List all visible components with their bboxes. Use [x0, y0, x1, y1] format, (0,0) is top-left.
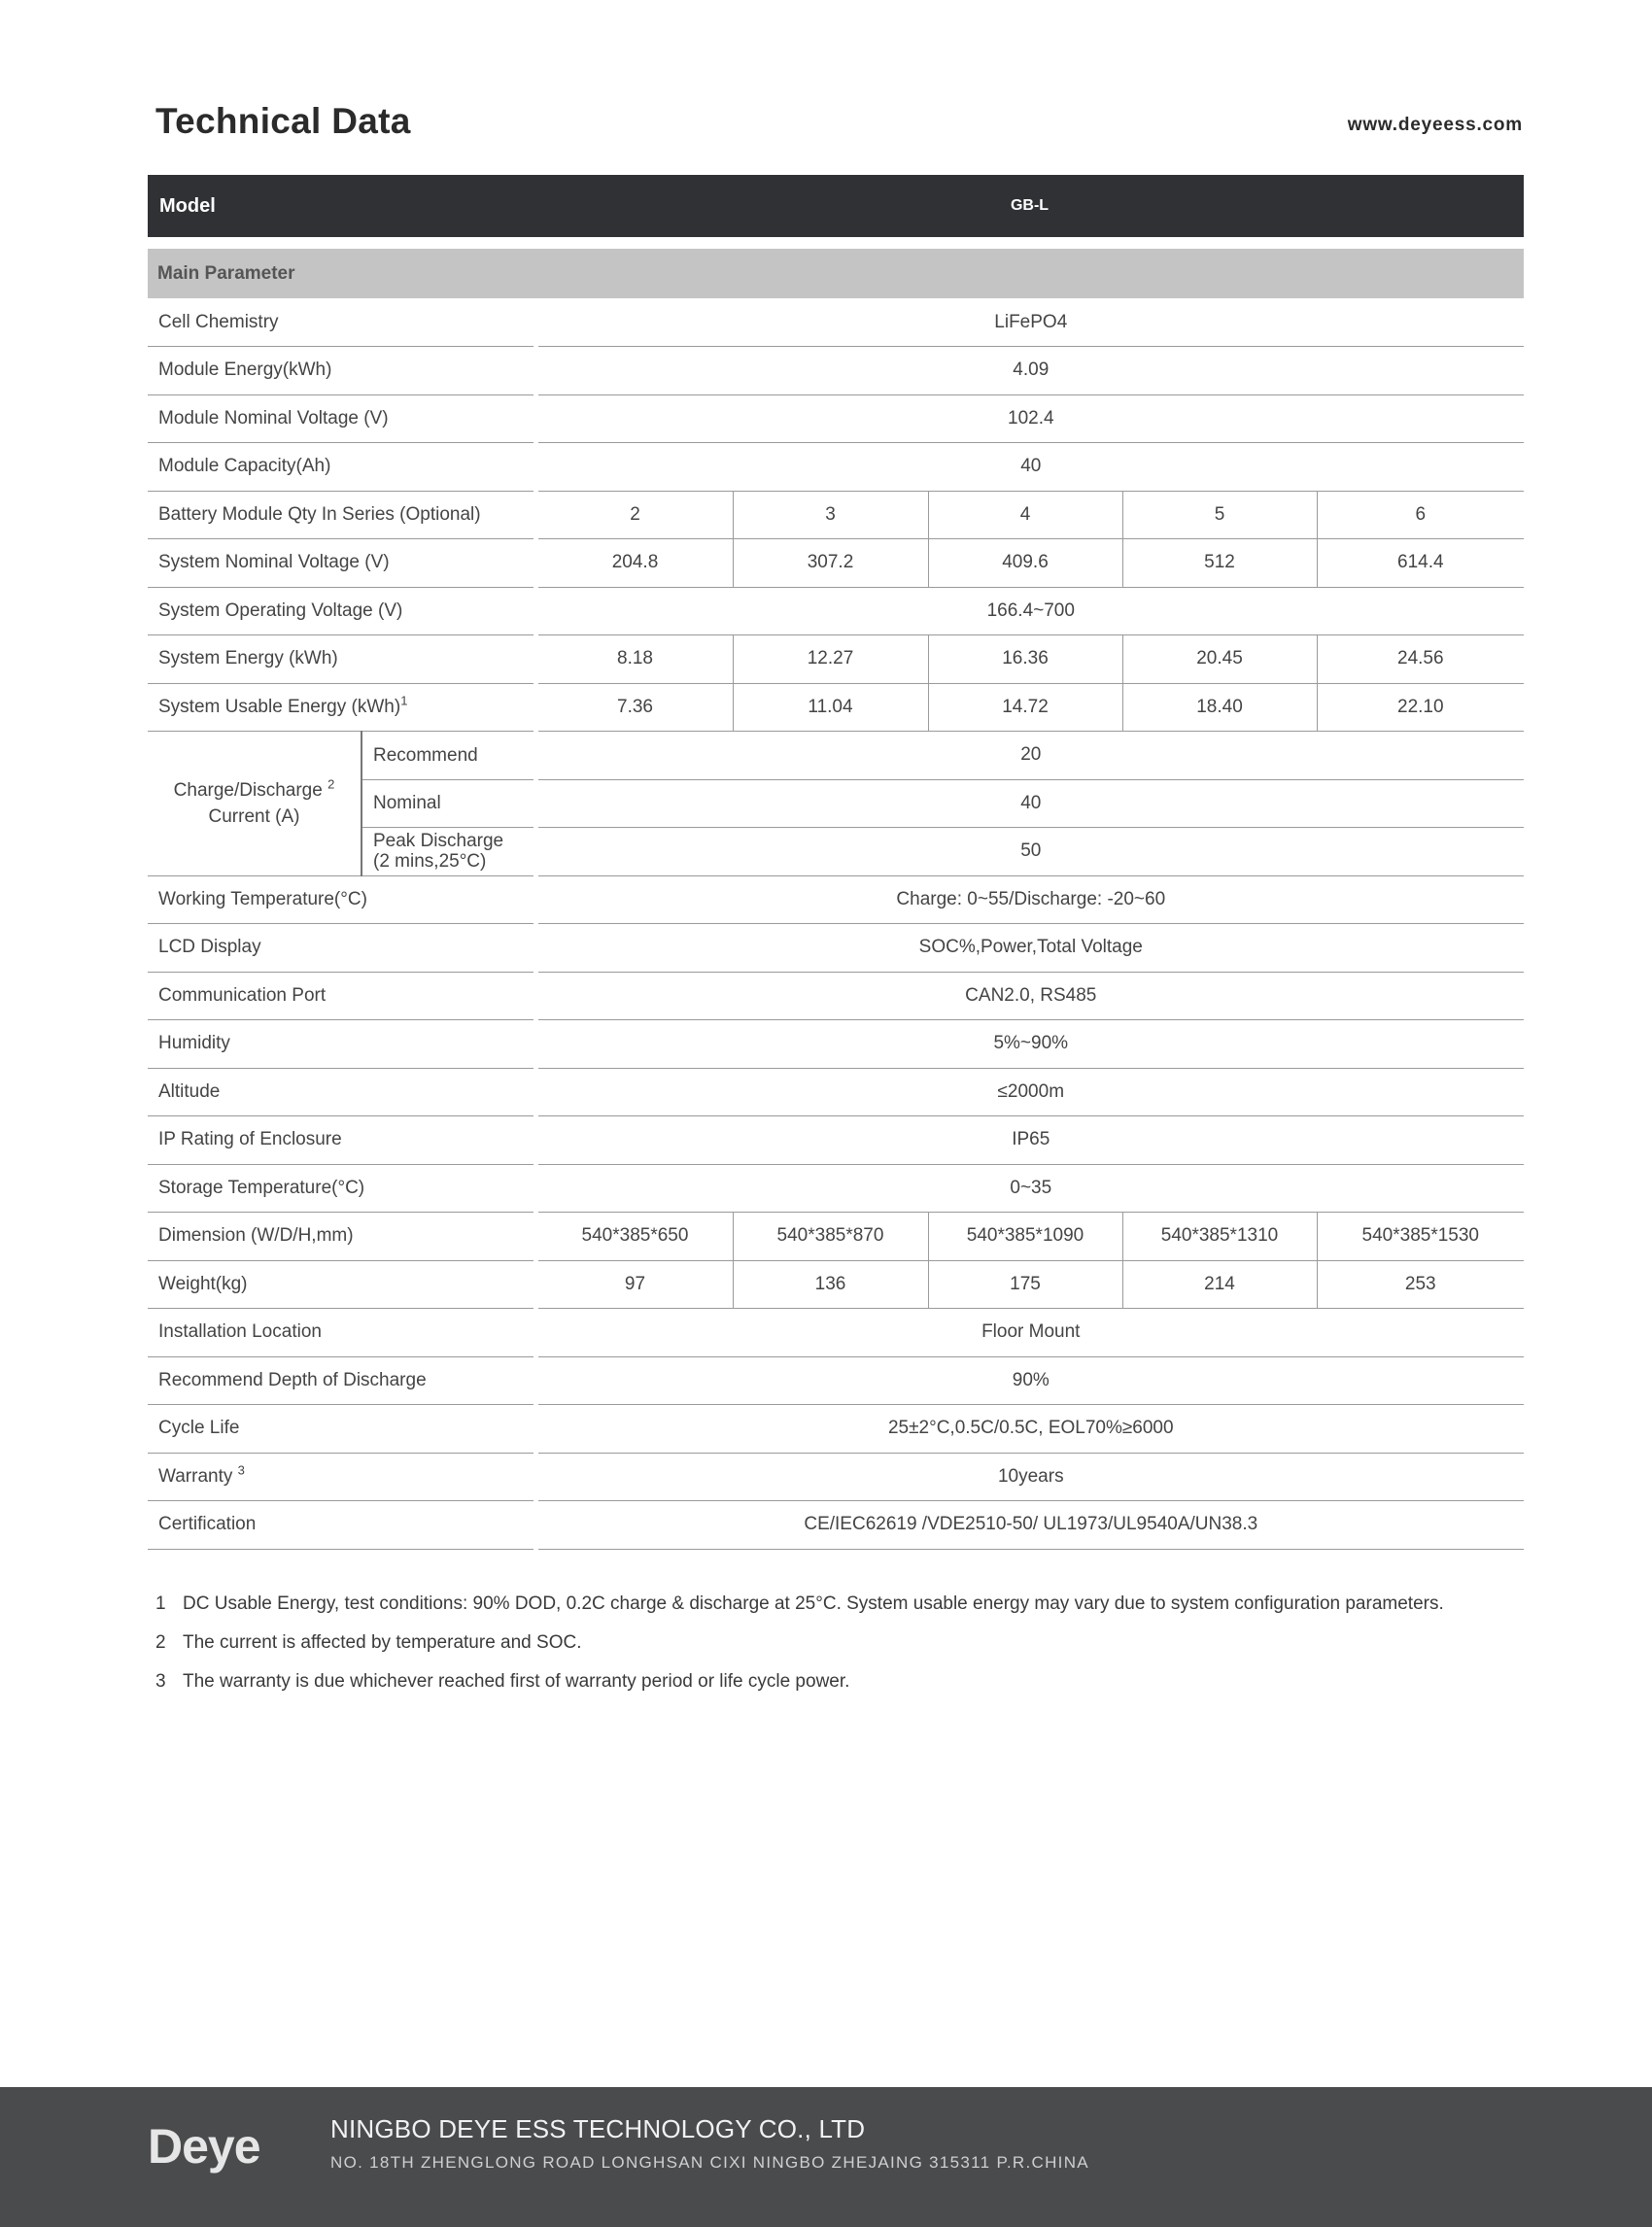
row-value: 25±2°C,0.5C/0.5C, EOL70%≥6000	[535, 1405, 1524, 1454]
row-label-text: Warranty	[158, 1465, 233, 1487]
row-system-energy	[148, 635, 1524, 684]
row-label: Cell Chemistry	[148, 298, 535, 347]
row-value: 40	[535, 443, 1524, 492]
row-operating-voltage	[148, 587, 1524, 635]
footnote-text: The current is affected by temperature and SOC.	[183, 1632, 582, 1653]
row-value: 18.40	[1122, 683, 1317, 732]
row-value: 409.6	[928, 539, 1122, 588]
row-value: 90%	[535, 1356, 1524, 1405]
row-value: 97	[535, 1260, 733, 1309]
row-weight	[148, 1260, 1524, 1309]
row-label: LCD Display	[148, 924, 535, 973]
website-url: www.deyeess.com	[1347, 115, 1523, 135]
model-value: GB-L	[535, 175, 1524, 237]
row-label: System Nominal Voltage (V)	[148, 539, 535, 588]
footnote-marker: 3	[237, 1462, 245, 1478]
row-value: 22.10	[1317, 683, 1524, 732]
footnote-number: 2	[155, 1632, 166, 1653]
row-value: IP65	[535, 1116, 1524, 1165]
row-qty-series	[148, 491, 1524, 539]
row-label: Certification	[148, 1501, 535, 1550]
row-value: 8.18	[535, 635, 733, 684]
row-value: 7.36	[535, 683, 733, 732]
footnote-number: 3	[155, 1671, 166, 1692]
row-value: 5%~90%	[535, 1020, 1524, 1069]
row-value: CE/IEC62619 /VDE2510-50/ UL1973/UL9540A/UN38.3	[535, 1501, 1524, 1550]
row-value: 102.4	[535, 394, 1524, 443]
sub-label: Nominal	[361, 779, 535, 828]
row-value: 14.72	[928, 683, 1122, 732]
footnote-text: DC Usable Energy, test conditions: 90% DOD, 0.2C charge & discharge at 25°C. System usable energy may vary due to system configuration parameters.	[183, 1593, 1444, 1614]
peak-label-line1: Peak Discharge	[373, 831, 504, 852]
current-label-line1: Charge/Discharge	[173, 779, 323, 801]
row-value: 4	[928, 491, 1122, 539]
section-main-parameter	[148, 249, 1524, 298]
row-value: 512	[1122, 539, 1317, 588]
row-value: 136	[733, 1260, 928, 1309]
row-value: Floor Mount	[535, 1309, 1524, 1357]
row-label: Battery Module Qty In Series (Optional)	[148, 491, 535, 539]
row-module-capacity	[148, 443, 1524, 492]
row-label: IP Rating of Enclosure	[148, 1116, 535, 1165]
footnote-text: The warranty is due whichever reached first of warranty period or life cycle power.	[183, 1671, 850, 1692]
logo-text: Deye	[148, 2119, 260, 2174]
row-value: 175	[928, 1260, 1122, 1309]
row-label: System Operating Voltage (V)	[148, 587, 535, 635]
peak-label-line2: (2 mins,25°C)	[373, 851, 487, 873]
row-label	[148, 683, 535, 732]
row-dod	[148, 1356, 1524, 1405]
row-value: 6	[1317, 491, 1524, 539]
row-label: Altitude	[148, 1068, 535, 1116]
row-label: Recommend Depth of Discharge	[148, 1356, 535, 1405]
spec-table	[148, 175, 1524, 1550]
row-label: Module Energy(kWh)	[148, 347, 535, 395]
row-value: 307.2	[733, 539, 928, 588]
row-value: 16.36	[928, 635, 1122, 684]
row-value: 540*385*870	[733, 1213, 928, 1261]
row-value: 4.09	[535, 347, 1524, 395]
row-value: 11.04	[733, 683, 928, 732]
row-value: 12.27	[733, 635, 928, 684]
footnote-number: 1	[155, 1593, 166, 1614]
row-dimension	[148, 1213, 1524, 1261]
sub-label	[361, 828, 535, 876]
footnote	[155, 1632, 1516, 1657]
row-value: 540*385*1310	[1122, 1213, 1317, 1261]
row-working-temp	[148, 875, 1524, 924]
row-lcd	[148, 924, 1524, 973]
row-warranty	[148, 1453, 1524, 1501]
row-value: 2	[535, 491, 733, 539]
row-value: 540*385*1530	[1317, 1213, 1524, 1261]
row-comm-port	[148, 972, 1524, 1020]
row-value: 40	[535, 779, 1524, 828]
company-address: NO. 18TH ZHENGLONG ROAD LONGHSAN CIXI NINGBO ZHEJAING 315311 P.R.CHINA	[330, 2153, 1089, 2172]
row-value: 10years	[535, 1453, 1524, 1501]
row-label-text: System Usable Energy (kWh)	[158, 696, 401, 717]
company-name: NINGBO DEYE ESS TECHNOLOGY CO., LTD	[330, 2114, 866, 2143]
row-label: Module Capacity(Ah)	[148, 443, 535, 492]
row-ip-rating	[148, 1116, 1524, 1165]
row-current-recommend	[148, 732, 1524, 780]
row-value: 0~35	[535, 1164, 1524, 1213]
row-altitude	[148, 1068, 1524, 1116]
model-label: Model	[148, 175, 535, 237]
sub-label: Recommend	[361, 732, 535, 780]
row-value: 166.4~700	[535, 587, 1524, 635]
row-value: LiFePO4	[535, 298, 1524, 347]
footer	[0, 2087, 1652, 2227]
row-module-energy	[148, 347, 1524, 395]
current-label-line2: Current (A)	[208, 805, 300, 827]
row-value: 50	[535, 828, 1524, 876]
row-label	[148, 1453, 535, 1501]
row-value: ≤2000m	[535, 1068, 1524, 1116]
row-value: 3	[733, 491, 928, 539]
page-title: Technical Data	[155, 101, 411, 141]
row-label: Communication Port	[148, 972, 535, 1020]
section-label: Main Parameter	[148, 249, 1524, 298]
current-group-label	[148, 732, 361, 876]
footnote	[155, 1593, 1516, 1618]
row-value: 5	[1122, 491, 1317, 539]
deye-logo	[148, 2116, 293, 2175]
row-installation	[148, 1309, 1524, 1357]
row-value: Charge: 0~55/Discharge: -20~60	[535, 875, 1524, 924]
row-label: Storage Temperature(°C)	[148, 1164, 535, 1213]
row-value: 20	[535, 732, 1524, 780]
row-usable-energy	[148, 683, 1524, 732]
row-cell-chemistry	[148, 298, 1524, 347]
model-row	[148, 175, 1524, 237]
row-value: 214	[1122, 1260, 1317, 1309]
row-value: 253	[1317, 1260, 1524, 1309]
row-label: Working Temperature(°C)	[148, 875, 535, 924]
row-label: Weight(kg)	[148, 1260, 535, 1309]
row-label: Dimension (W/D/H,mm)	[148, 1213, 535, 1261]
row-label: System Energy (kWh)	[148, 635, 535, 684]
row-humidity	[148, 1020, 1524, 1069]
row-value: 24.56	[1317, 635, 1524, 684]
row-certification	[148, 1501, 1524, 1550]
row-value: SOC%,Power,Total Voltage	[535, 924, 1524, 973]
row-value: 204.8	[535, 539, 733, 588]
row-label: Cycle Life	[148, 1405, 535, 1454]
footnote-marker: 1	[400, 693, 408, 708]
row-module-voltage	[148, 394, 1524, 443]
row-value: 20.45	[1122, 635, 1317, 684]
row-label: Module Nominal Voltage (V)	[148, 394, 535, 443]
row-system-voltage	[148, 539, 1524, 588]
row-value: 614.4	[1317, 539, 1524, 588]
footnote	[155, 1671, 1516, 1696]
row-storage-temp	[148, 1164, 1524, 1213]
row-label: Humidity	[148, 1020, 535, 1069]
footnote-marker: 2	[327, 776, 335, 792]
row-value: 540*385*1090	[928, 1213, 1122, 1261]
footnotes	[155, 1593, 1516, 1710]
row-cycle-life	[148, 1405, 1524, 1454]
row-label: Installation Location	[148, 1309, 535, 1357]
row-value: CAN2.0, RS485	[535, 972, 1524, 1020]
row-value: 540*385*650	[535, 1213, 733, 1261]
